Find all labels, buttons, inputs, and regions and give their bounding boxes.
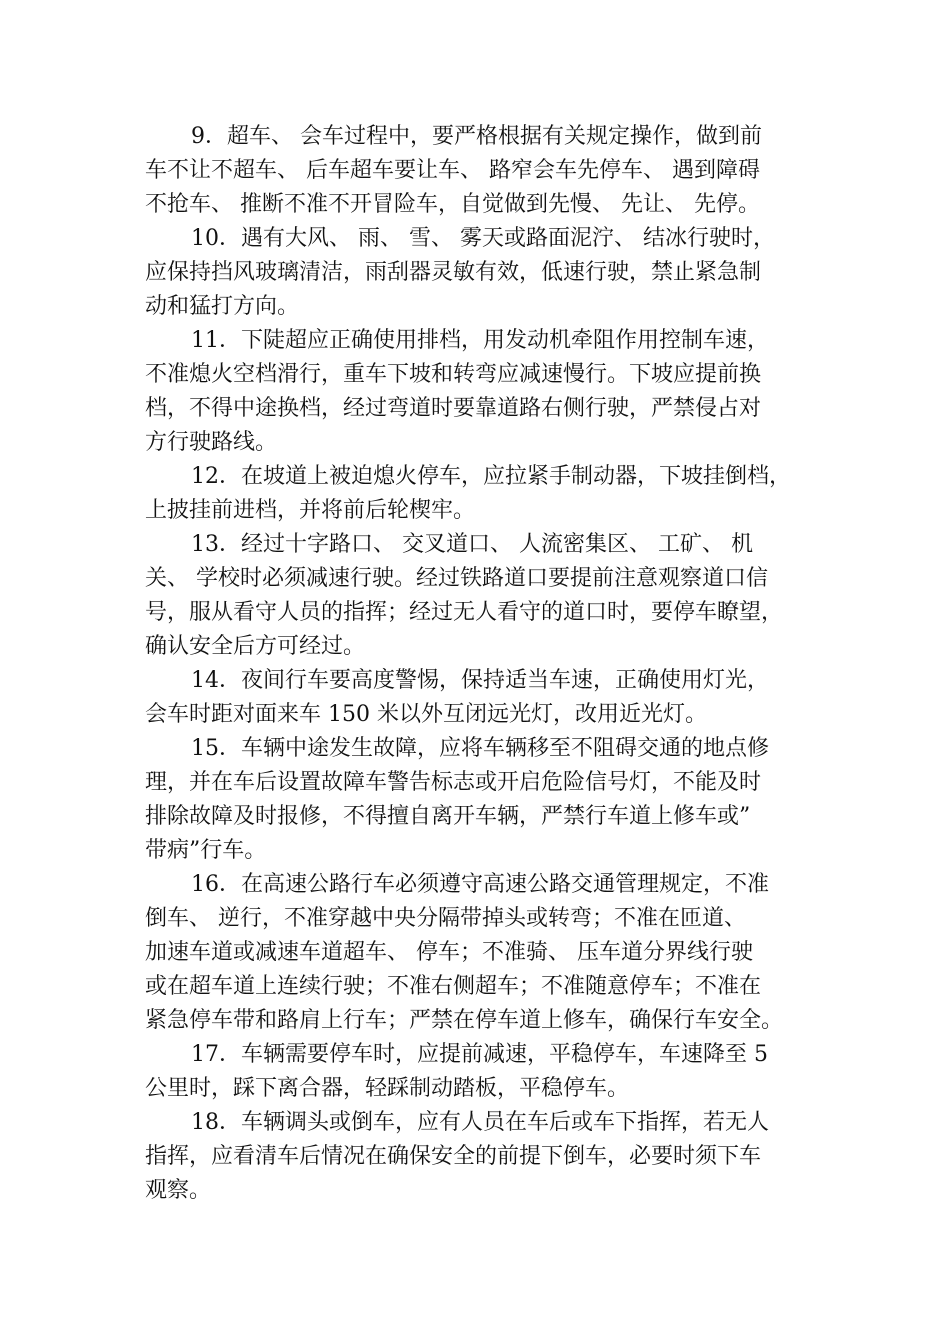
paragraph-line: 确认安全后方可经过。 xyxy=(145,634,366,659)
paragraph-line: 11．下陡超应正确使用排档，用发动机牵阻作用控制车速， xyxy=(191,328,769,353)
paragraph-line: 指挥，应看清车后情况在确保安全的前提下倒车，必要时须下车 xyxy=(145,1144,762,1169)
paragraph-line: 上披挂前进档，并将前后轮楔牢。 xyxy=(145,498,476,523)
paragraph-line: 加速车道或减速车道超车、 停车；不准骑、 压车道分界线行驶 xyxy=(145,940,753,965)
paragraph-line: 9．超车、 会车过程中，要严格根据有关规定操作，做到前 xyxy=(191,124,762,149)
paragraph-line: 关、 学校时必须减速行驶。经过铁路道口要提前注意观察道口信 xyxy=(145,566,768,591)
paragraph-line: 14．夜间行车要高度警惕，保持适当车速，正确使用灯光， xyxy=(191,668,769,693)
paragraph-18 xyxy=(145,1106,815,1208)
paragraph-line: 车不让不超车、 后车超车要让车、 路窄会车先停车、 遇到障碍 xyxy=(145,158,760,183)
paragraph-line: 应保持挡风玻璃清洁，雨刮器灵敏有效，低速行驶，禁止紧急制 xyxy=(145,260,762,285)
paragraph-12 xyxy=(145,460,815,528)
paragraph-line: 公里时，踩下离合器，轻踩制动踏板，平稳停车。 xyxy=(145,1076,630,1101)
paragraph-line: 不抢车、 推断不准不开冒险车，自觉做到先慢、 先让、 先停。 xyxy=(145,192,760,217)
paragraph-11 xyxy=(145,324,815,460)
paragraph-line: 10．遇有大风、 雨、 雪、 雾天或路面泥泞、 结冰行驶时， xyxy=(191,226,775,251)
paragraph-line: 15．车辆中途发生故障，应将车辆移至不阻碍交通的地点修 xyxy=(191,736,769,761)
paragraph-9 xyxy=(145,120,815,222)
paragraph-line: 紧急停车带和路肩上行车；严禁在停车道上修车，确保行车安全。 xyxy=(145,1008,784,1033)
paragraph-line: 倒车、 逆行，不准穿越中央分隔带掉头或转弯；不准在匝道、 xyxy=(145,906,746,931)
paragraph-line: 会车时距对面来车 150 米以外互闭远光灯，改用近光灯。 xyxy=(145,702,707,727)
paragraph-10 xyxy=(145,222,815,324)
paragraph-line: 理，并在车后设置故障车警告标志或开启危险信号灯，不能及时 xyxy=(145,770,762,795)
paragraph-line: 带病”行车。 xyxy=(145,838,267,863)
paragraph-13 xyxy=(145,528,815,664)
paragraph-line: 方行驶路线。 xyxy=(145,430,278,455)
paragraph-line: 12．在坡道上被迫熄火停车，应拉紧手制动器，下坡挂倒档， xyxy=(191,464,791,489)
paragraph-line: 16．在高速公路行车必须遵守高速公路交通管理规定，不准 xyxy=(191,872,769,897)
paragraph-line: 动和猛打方向。 xyxy=(145,294,300,319)
paragraph-line: 排除故障及时报修，不得擅自离开车辆，严禁行车道上修车或” xyxy=(145,804,751,829)
paragraph-line: 观察。 xyxy=(145,1178,212,1203)
document-body xyxy=(145,120,815,1208)
paragraph-16 xyxy=(145,868,815,1038)
paragraph-line: 或在超车道上连续行驶；不准右侧超车；不准随意停车；不准在 xyxy=(145,974,762,999)
paragraph-line: 不准熄火空档滑行，重车下坡和转弯应减速慢行。下坡应提前换 xyxy=(145,362,762,387)
paragraph-17 xyxy=(145,1038,815,1106)
paragraph-line: 18．车辆调头或倒车，应有人员在车后或车下指挥，若无人 xyxy=(191,1110,769,1135)
paragraph-14 xyxy=(145,664,815,732)
paragraph-line: 档，不得中途换档，经过弯道时要靠道路右侧行驶，严禁侵占对 xyxy=(145,396,762,421)
paragraph-line: 号，服从看守人员的指挥；经过无人看守的道口时，要停车瞭望， xyxy=(145,600,784,625)
paragraph-line: 17．车辆需要停车时，应提前减速，平稳停车，车速降至 5 xyxy=(191,1042,768,1067)
paragraph-line: 13．经过十字路口、 交叉道口、 人流密集区、 工矿、 机 xyxy=(191,532,753,557)
paragraph-15 xyxy=(145,732,815,868)
